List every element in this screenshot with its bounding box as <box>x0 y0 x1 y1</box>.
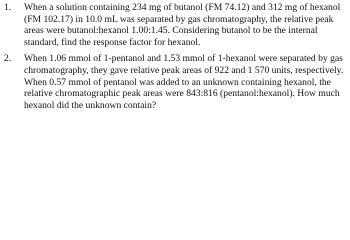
problem-1 <box>4 2 346 48</box>
problem-list <box>4 2 346 111</box>
problem-text: When 1.06 mmol of 1-pentanol and 1.53 mmol of 1-hexanol were separated by gas chromatography, they gave relative peak areas of 922 and 1 570 units, respectively. When 0.57 mmol of pentanol was added to an unknown containing hexanol, the relative chromatographic peak areas were 843:816 (pentanol:hexanol). How much hexanol did the unknown contain? <box>24 53 344 111</box>
problem-number: 1. <box>4 2 12 13</box>
problem-number: 2. <box>4 53 12 65</box>
problem-2 <box>4 53 346 111</box>
problem-text: When a solution containing 234 mg of butanol (FM 74.12) and 312 mg of hexanol (FM 102.17) in 10.0 mL was separated by gas chromatography, the relative peak areas were butanol:hexanol 1.00:1.45. Considering butanol to be the internal standard, find the response factor for hexanol. <box>24 2 341 48</box>
